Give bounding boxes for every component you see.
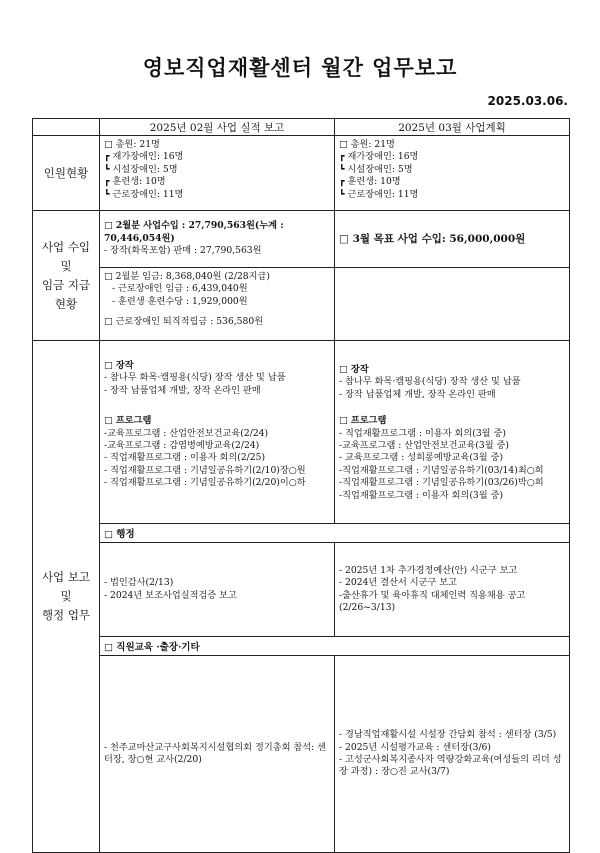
- row-label-staff: 인원현황: [33, 136, 100, 211]
- admin-mar-line: - 2025년 1차 추가경정예산(안) 시군구 보고: [339, 564, 518, 576]
- firewood-mar-line: - 참나무 화목·캠핑용(식당) 장작 생산 및 납품: [339, 376, 521, 388]
- wage-feb-line: - 근로장애인 임금 : 6,439,040원: [112, 283, 248, 295]
- program-mar-line: -직업재활프로그램 : 이용자 회의(3월 중): [339, 489, 504, 501]
- staff-feb-line: □ 총원: 21명: [104, 139, 160, 150]
- firewood-mar-line: - 장작 납품업체 개발, 장작 온라인 판매: [339, 388, 496, 400]
- training-feb-line: - 천주교마산교구사회복지시설협의회 정기총회 참석: 센터장, 장○현 교사(2/20): [104, 741, 327, 765]
- admin-feb: [100, 543, 335, 637]
- row-label-income-line: 사업 수입: [41, 239, 91, 254]
- firewood-feb-line: - 참나무 화목·캠핑용(식당) 장작 생산 및 납품: [104, 372, 286, 384]
- row-label-income-line: 현황: [54, 296, 78, 311]
- admin-section-head: □ 행정: [100, 524, 570, 543]
- admin-mar-line: - 2024년 결산서 시군구 보고: [339, 577, 458, 589]
- header-mar: 2025년 03월 사업계획: [335, 119, 570, 136]
- wage-feb-retire: □ 근로장애인 퇴직적립금 : 536,580원: [104, 316, 264, 328]
- program-feb-line: - 직업재활프로그램 : 이용자 회의(2/25): [104, 452, 266, 464]
- row-label-income: [33, 211, 100, 341]
- staff-feb-line: ┏ 재가장애인: 16명: [104, 151, 184, 163]
- program-feb-line: -교육프로그램 : 감염병예방교육(2/24): [104, 440, 260, 452]
- wage-feb-line: □ 2월분 임금: 8,368,040원 (2/28지급): [104, 271, 270, 282]
- program-mar-head: □ 프로그램: [339, 415, 387, 427]
- staff-feb-line: ┗ 시설장애인: 5명: [104, 163, 178, 175]
- program-mar-line: -직업재활프로그램 : 기념일공유하기(03/14)최○희: [339, 464, 544, 476]
- income-feb: [100, 211, 335, 268]
- staff-mar-line: □ 총원: 21명: [339, 139, 395, 150]
- header-feb: 2025년 02월 사업 실적 보고: [100, 119, 335, 136]
- staff-mar-line: ┏ 훈련생: 10명: [339, 176, 401, 188]
- wage-feb: [100, 268, 335, 341]
- firewood-mar-head: □ 장작: [339, 364, 369, 375]
- program-feb-head: □ 프로그램: [104, 415, 152, 427]
- income-mar: [335, 211, 570, 268]
- admin-feb-line: - 법인감사(2/13): [104, 577, 174, 589]
- training-mar-line: - 2025년 시설평가교육 : 센터장(3/6): [339, 741, 491, 753]
- income-feb-detail: - 장작(화목포함) 판매 : 27,790,563원: [104, 245, 262, 257]
- row-label-business-line: 사업 보고: [41, 570, 91, 584]
- training-mar: [335, 656, 570, 853]
- business-feb: [100, 341, 335, 524]
- header-blank: [33, 119, 100, 136]
- row-label-business-line: 및: [60, 589, 72, 603]
- program-mar-line: - 교육프로그램 : 성희롱예방교육(3월 중): [339, 452, 504, 464]
- program-mar-line: -직업재활프로그램 : 기념일공유하기(03/26)박○희: [339, 477, 544, 489]
- admin-mar: [335, 543, 570, 637]
- wage-feb-line: - 훈련생 훈련수당 : 1,929,000원: [112, 295, 248, 307]
- income-mar-goal: □ 3월 목표 사업 수입: 56,000,000원: [339, 232, 526, 245]
- report-date: 2025.03.06.: [487, 94, 568, 108]
- firewood-feb-head: □ 장작: [104, 360, 134, 371]
- firewood-feb-line: - 장작 납품업체 개발, 장작 온라인 판매: [104, 384, 261, 396]
- program-mar-line: -교육프로그램 : 산업안전보건교육(3월 중): [339, 440, 509, 452]
- row-label-income-line: 및: [60, 258, 72, 273]
- row-label-business: [33, 341, 100, 853]
- report-table: [32, 118, 570, 853]
- program-feb-line: - 직업재활프로그램 : 기념일공유하기(2/20)이○하: [104, 477, 306, 489]
- staff-mar-line: ┏ 재가장애인: 16명: [339, 151, 419, 163]
- business-mar: [335, 341, 570, 524]
- staff-mar-line: ┗ 시설장애인: 5명: [339, 163, 413, 175]
- training-section-head: □ 직원교육 ·출장·기타: [100, 637, 570, 656]
- income-feb-total: □ 2월분 사업수입 : 27,790,563원(누계 : 70,446,054원): [104, 220, 284, 244]
- staff-feb: [100, 136, 335, 211]
- admin-feb-line: - 2024년 보조사업실적검증 보고: [104, 589, 237, 601]
- staff-feb-line: ┏ 훈련생: 10명: [104, 176, 166, 188]
- staff-mar-line: ┗ 근로장애인: 11명: [339, 188, 419, 200]
- wage-mar: [335, 268, 570, 341]
- page-title: 영보직업재활센터 월간 업무보고: [142, 56, 458, 80]
- program-feb-line: - 직업재활프로그램 : 기념일공유하기(2/10)장○원: [104, 464, 306, 476]
- row-label-income-line: 임금 지급: [41, 277, 91, 292]
- training-mar-line: - 고성군사회복지종사자 역량강화교육(여성들의 리더 성장 과정) : 장○진 교사(3/7): [339, 754, 562, 778]
- staff-feb-line: ┗ 근로장애인: 11명: [104, 188, 184, 200]
- training-feb: [100, 656, 335, 853]
- program-feb-line: -교육프로그램 : 산업안전보건교육(2/24): [104, 427, 269, 439]
- row-label-business-line: 행정 업무: [41, 608, 91, 622]
- admin-mar-line: -출산휴가 및 육아휴직 대체인력 직용채용 공고 (2/26~3/13): [339, 589, 526, 613]
- training-mar-line: - 경남직업재활시설 시설장 간담회 참석 : 센터장 (3/5): [339, 729, 557, 741]
- staff-mar: [335, 136, 570, 211]
- program-mar-line: - 직업재활프로그램 : 이용자 회의(3월 중): [339, 427, 506, 439]
